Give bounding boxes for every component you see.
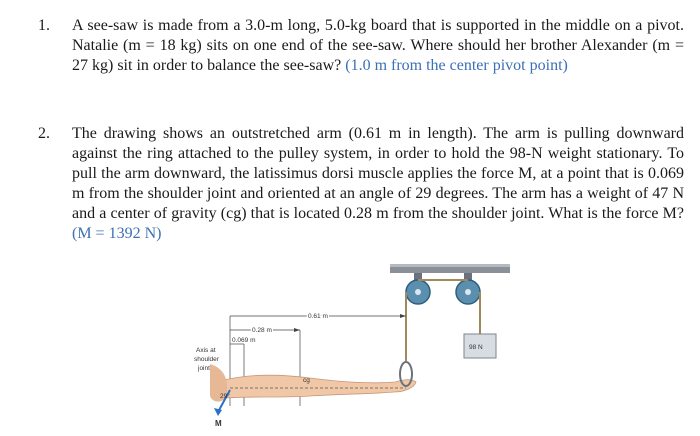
axis-label-line3: joint — [198, 365, 210, 372]
cg-label: cg — [303, 377, 310, 384]
answer-text: (1.0 m from the center pivot point) — [345, 57, 568, 74]
angle-label: 29° — [220, 393, 230, 400]
axis-label-line2: shoulder — [194, 356, 219, 363]
weight-label: 98 N — [469, 344, 483, 351]
dim-cg-label: 0.28 m — [252, 327, 272, 334]
dim-full-label: 0.61 m — [308, 313, 328, 320]
axis-label-line1: Axis at — [196, 347, 216, 354]
arm — [224, 375, 416, 398]
answer-text: (M = 1392 N) — [72, 225, 162, 242]
force-label: M — [215, 419, 222, 428]
dim-muscle-label: 0.069 m — [232, 337, 256, 344]
arm-pulley-figure — [190, 256, 520, 436]
problem-body: The drawing shows an outstretched arm (0.61 m in length). The arm is pulling downward against the ring attached to the pulley system, in order to hold the 98-N weight stationary. To pull the arm downward, the latissimus dorsi muscle applies the force M, at a point that is 0.069 m from the shoulder joint and oriented at an angle of 29 degrees. The arm has a weight of 47 N and a center of gravity (cg) that is located 0.28 m from the shoulder joint. What is the force M? — [72, 125, 684, 222]
problem-text — [72, 124, 684, 244]
problem-number: 1. — [38, 17, 50, 34]
problem-text — [72, 16, 684, 76]
problem-body: A see-saw is made from a 3.0-m long, 5.0-kg board that is supported in the middle on a pivot. Natalie (m = 18 kg) sits on one end of the see-saw. Where should her brother Alexander (m = 27 kg) sit in order to balance the see-saw? — [72, 17, 684, 74]
problem-number: 2. — [38, 125, 50, 142]
